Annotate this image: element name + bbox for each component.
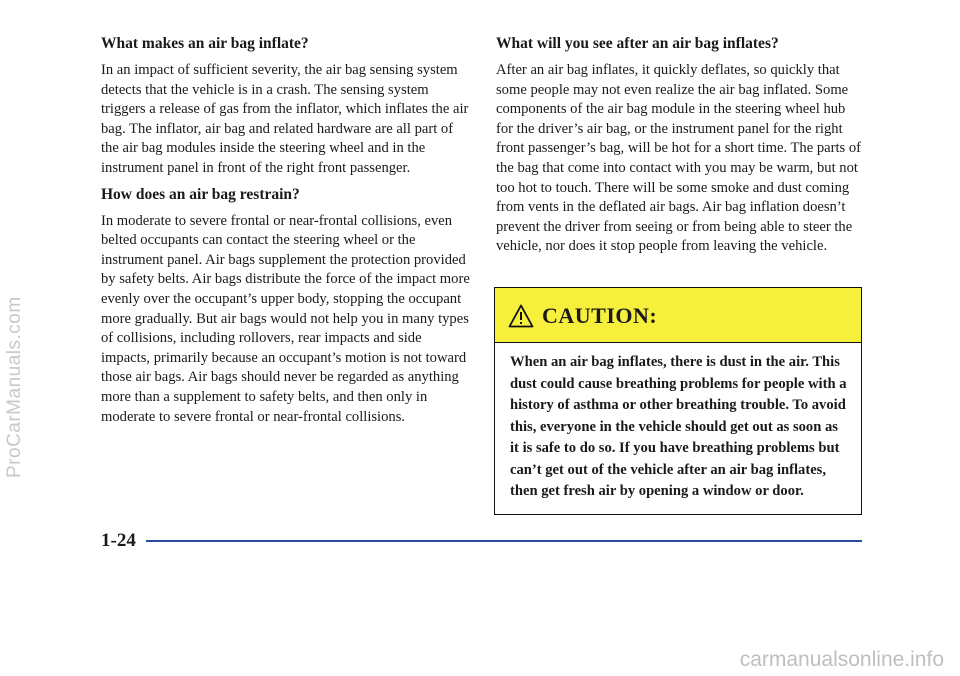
footer-rule [146, 540, 862, 542]
caution-header [495, 288, 861, 343]
section-heading-after-inflation: What will you see after an air bag inflates? [496, 35, 779, 52]
side-watermark-text: ProCarManuals.com [4, 296, 25, 478]
section-body-restrain: In moderate to severe frontal or near-frontal collisions, even belted occupants can contact the steering wheel or the instrument panel. Air bags supplement the protection provided by safety belts. Air bags distribute the force of the impact more evenly over the occupant’s upper body, stopping the occupant more gradually. But air bags would not help you in many types of collisions, including rollovers, rear impacts and side impacts, primarily because an occupant’s motion is not toward those air bags. Air bags should never be regarded as anything more than a supplement to safety belts, and then only in moderate to severe frontal or near-frontal collisions. [101, 212, 470, 425]
section-heading-inflate: What makes an air bag inflate? [101, 35, 309, 52]
side-watermark [4, 218, 24, 478]
bottom-watermark: carmanualsonline.info [739, 648, 944, 671]
warning-triangle-icon [508, 304, 534, 328]
page-number: 1-24 [101, 530, 136, 551]
section-heading-restrain: How does an air bag restrain? [101, 185, 300, 203]
caution-body: When an air bag inflates, there is dust in the air. This dust could cause breathing problems for people with a history of asthma or other breathing trouble. To avoid this, everyone in the vehicle should get out as soon as it is safe to do so. If you have breathing problems but can’t get out of the vehicle after an air bag inflates, then get fresh air by opening a window or door. [510, 354, 847, 499]
right-column [496, 34, 864, 263]
left-column [101, 34, 473, 433]
caution-box [494, 287, 862, 515]
section-body-after-inflation: After an air bag inflates, it quickly deflates, so quickly that some people may not even realize the air bag inflated. Some components of the air bag module in the steering wheel hub for the driver’s air bag, or the instrument panel for the right front passenger’s bag, will be hot for a short time. The parts of the bag that come into contact with you may be warm, but not too hot to touch. There will be some smoke and dust coming from vents in the deflated air bags. Air bag inflation doesn’t prevent the driver from seeing or from being able to steer the vehicle, nor does it stop people from leaving the vehicle. [496, 62, 862, 255]
caution-title: CAUTION: [542, 303, 658, 328]
section-body-inflate: In an impact of sufficient severity, the air bag sensing system detects that the vehicle is in a crash. The sensing system triggers a release of gas from the inflator, which inflates the air bag. The inflator, air bag and related hardware are all part of the air bag modules inside the steering wheel and in the instrument panel in front of the right front passenger. [101, 62, 469, 176]
